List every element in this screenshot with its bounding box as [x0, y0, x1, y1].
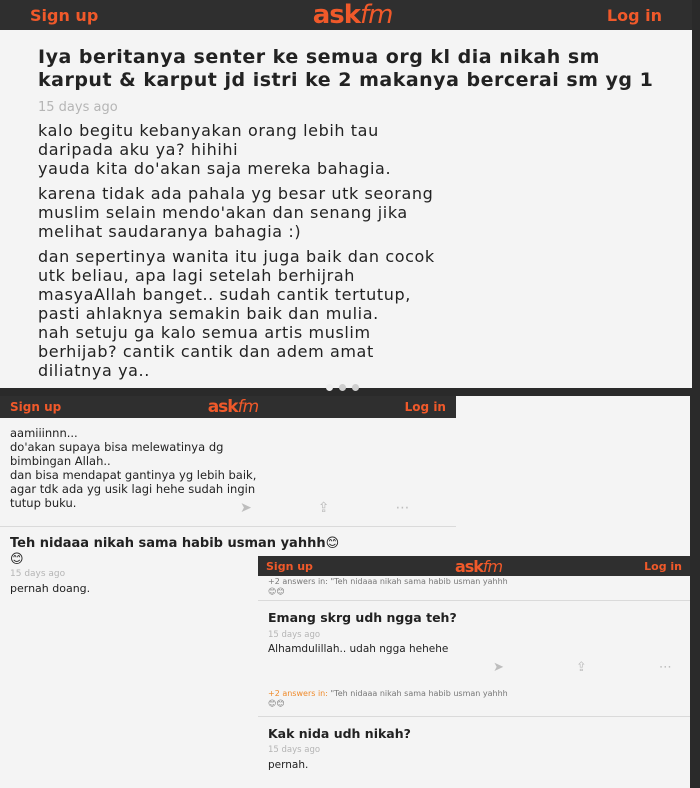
log-in-link[interactable]: Log in [606, 5, 662, 25]
answer-line: aamiiinnn... [10, 426, 78, 440]
answer-line: do'akan supaya bisa melewatinya dg [10, 440, 224, 454]
divider [258, 716, 690, 717]
askfm-logo[interactable] [313, 0, 393, 30]
answer-line: dan sepertinya wanita itu juga baik dan cocok [38, 247, 435, 266]
logo-suffix: fm [360, 0, 393, 30]
answer-line: kalo begitu kebanyakan orang lebih tau [38, 121, 379, 140]
answer-line: nah setuju ga kalo semua artis muslim [38, 323, 371, 342]
answer-paragraph [38, 121, 678, 178]
askfm-logo[interactable] [208, 397, 258, 417]
answer-line: bimbingan Allah.. [10, 454, 111, 468]
answer-line: agar tdk ada yg usik lagi hehe sudah ingin [10, 482, 256, 496]
upload-icon[interactable]: ⇪ [317, 500, 330, 516]
divider [258, 600, 690, 601]
answer-line: daripada aku ya? hihihi [38, 140, 239, 159]
more-answers-count: +2 answers in: [268, 689, 328, 698]
emoji: 😊😊 [268, 699, 285, 708]
more-answers-link[interactable] [268, 577, 508, 597]
share-arrow-icon[interactable]: ➤ [240, 500, 252, 516]
answer-text: pernah doang. [10, 582, 91, 595]
sign-up-link[interactable]: Sign up [10, 400, 62, 414]
answer-line: melihat saudaranya bahagia :) [38, 222, 302, 241]
carousel-dot[interactable] [352, 384, 359, 391]
sign-up-link[interactable]: Sign up [30, 5, 99, 25]
question-text[interactable]: Emang skrg udh ngga teh? [268, 610, 457, 625]
logo-main: ask [312, 0, 360, 30]
answer-line: tutup buku. [10, 496, 77, 510]
more-answers-text: +2 answers in: "Teh nidaaa nikah sama habib usman yahhh [268, 577, 508, 586]
log-in-link[interactable]: Log in [404, 400, 446, 414]
answer-line: utk beliau, apa lagi setelah berhijrah [38, 266, 355, 285]
answer-actions [240, 500, 409, 516]
log-in-link[interactable]: Log in [644, 559, 682, 573]
answer-line: pasti ahlaknya semakin baik dan mulia. [38, 304, 379, 323]
timestamp[interactable]: 15 days ago [38, 100, 118, 115]
answer-line: yauda kita do'akan saja mereka bahagia. [38, 159, 392, 178]
screenshot-panel-3 [258, 556, 690, 788]
sign-up-link[interactable]: Sign up [266, 559, 313, 573]
answer-line: berhijab? cantik cantik dan adem amat [38, 342, 374, 361]
more-dots-icon[interactable]: ⋯ [658, 660, 672, 675]
more-answers-text: "Teh nidaaa nikah sama habib usman yahhh [327, 689, 508, 698]
answer-text [10, 426, 430, 510]
upload-icon[interactable]: ⇪ [575, 660, 587, 675]
answer-paragraph [38, 184, 678, 241]
answer-line: diliatnya ya.. [38, 361, 150, 380]
logo-suffix: fm [482, 556, 503, 576]
answer-text: Alhamdulillah.. udah ngga hehehe [268, 643, 449, 655]
answer-paragraph [38, 247, 678, 380]
logo-suffix: fm [237, 397, 259, 417]
screenshot-panel-1 [0, 0, 692, 388]
top-bar [0, 396, 456, 418]
divider [0, 526, 456, 527]
answer-line: karena tidak ada pahala yg besar utk seorang [38, 184, 434, 203]
logo-main: ask [207, 397, 238, 417]
logo-main: ask [454, 556, 483, 576]
answer-card [38, 46, 678, 380]
timestamp[interactable]: 15 days ago [268, 630, 321, 640]
answer-actions [493, 660, 672, 675]
answer-line: dan bisa mendapat gantinya yg lebih baik, [10, 468, 257, 482]
timestamp[interactable]: 15 days ago [268, 745, 321, 755]
carousel-dot[interactable] [326, 384, 333, 391]
more-answers-link[interactable] [268, 689, 508, 709]
more-dots-icon[interactable]: ⋯ [395, 500, 410, 516]
question-text[interactable]: Iya beritanya senter ke semua org kl dia nikah sm karput & karput jd istri ke 2 makanya bercerai sm yg 1 [38, 46, 654, 91]
timestamp[interactable]: 15 days ago [10, 569, 66, 579]
top-bar [0, 0, 692, 30]
answer-text: pernah. [268, 759, 309, 771]
answer-line: masyaAllah banget.. sudah cantik tertutup, [38, 285, 411, 304]
emoji: 😊😊 [268, 587, 285, 596]
carousel-dots [326, 384, 359, 391]
question-text[interactable]: Teh nidaaa nikah sama habib usman yahhh😊😊 [10, 536, 340, 567]
askfm-logo[interactable] [455, 557, 502, 576]
carousel-dot[interactable] [339, 384, 346, 391]
answer-line: muslim selain mendo'akan dan senang jika [38, 203, 408, 222]
share-arrow-icon[interactable]: ➤ [493, 660, 504, 675]
question-text[interactable]: Kak nida udh nikah? [268, 726, 411, 741]
top-bar [258, 556, 690, 576]
